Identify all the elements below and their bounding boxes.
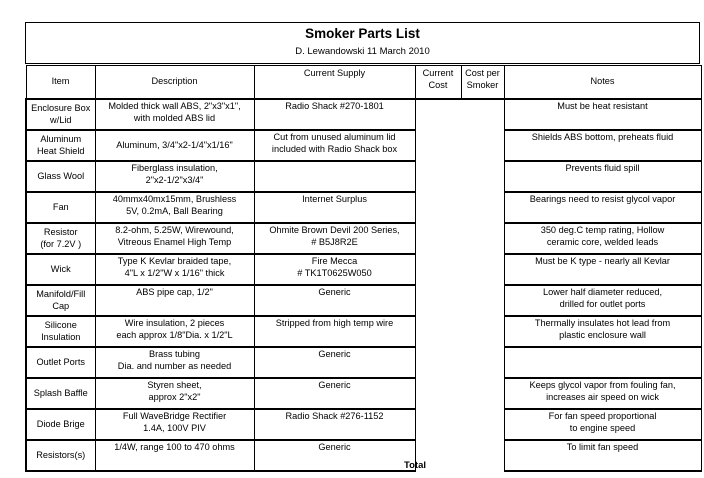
item-cell (26, 347, 95, 378)
current-cost-cell (415, 409, 461, 440)
supply-cell (254, 316, 415, 347)
table-header-row (26, 66, 701, 100)
notes-cell (504, 378, 701, 409)
item-line: Heat Shield (37, 145, 85, 156)
table-row (26, 130, 701, 161)
description-cell (95, 223, 254, 254)
cost-per-smoker-cell (461, 409, 504, 440)
supply-line: Radio Shack #270-1801 (285, 101, 384, 111)
notes-line: For fan speed proportional (548, 411, 657, 421)
description-cell (95, 161, 254, 192)
cost-per-smoker-cell (461, 99, 504, 130)
item-line: Aluminum (40, 134, 82, 144)
author-date: D. Lewandowski 11 March 2010 (295, 46, 430, 57)
cost-per-smoker-cell (461, 192, 504, 223)
current-cost-cell (415, 285, 461, 316)
supply-line: Generic (318, 380, 351, 390)
col-header-current-supply: Current Supply (254, 66, 415, 100)
notes-line: Bearings need to resist glycol vapor (529, 194, 676, 204)
item-cell (26, 161, 95, 192)
item-line: Diode Brige (36, 418, 85, 429)
item-line: (for 7.2V ) (40, 238, 82, 249)
current-cost-cell (415, 378, 461, 409)
supply-line: Generic (318, 442, 351, 452)
notes-line: To limit fan speed (566, 442, 639, 452)
notes-cell (504, 440, 701, 471)
description-line: Aluminum, 3/4"x2-1/4"x1/16" (116, 139, 233, 150)
item-line: Fan (52, 201, 69, 212)
item-cell (26, 254, 95, 285)
table-row (26, 223, 701, 254)
supply-cell (254, 99, 415, 130)
current-cost-cell (415, 347, 461, 378)
cost-per-smoker-cell (461, 378, 504, 409)
notes-cell (504, 223, 701, 254)
supply-cell (254, 223, 415, 254)
cost-per-smoker-cell (461, 223, 504, 254)
cost-per-smoker-cell (461, 316, 504, 347)
notes-cell (504, 316, 701, 347)
table-row (26, 161, 701, 192)
supply-line: Radio Shack #276-1152 (285, 411, 384, 421)
item-cell (26, 223, 95, 254)
supply-line: included with Radio Shack box (271, 143, 398, 154)
notes-line: increases air speed on wick (546, 391, 659, 402)
notes-line: ceramic core, welded leads (546, 236, 659, 247)
description-line: 2"x2-1/2"x3/4" (145, 174, 204, 185)
description-cell (95, 409, 254, 440)
table-row (26, 409, 701, 440)
cost-per-smoker-cell (461, 440, 504, 471)
item-cell (26, 316, 95, 347)
description-line: Type K Kevlar braided tape, (117, 256, 232, 266)
table-row (26, 440, 701, 471)
header-block (25, 22, 700, 64)
description-line: 4"L x 1/2"W x 1/16" thick (124, 267, 225, 278)
item-line: Wick (50, 263, 71, 274)
supply-line: Ohmite Brown Devil 200 Series, (269, 225, 400, 235)
item-cell (26, 378, 95, 409)
item-cell (26, 440, 95, 471)
description-line: Vitreous Enamel High Temp (117, 236, 232, 247)
col-header-description: Description (95, 66, 254, 100)
supply-line: Generic (318, 287, 351, 297)
notes-line: drilled for outlet ports (559, 298, 646, 309)
notes-line: Shields ABS bottom, preheats fluid (531, 132, 674, 142)
supply-line: Generic (318, 349, 351, 359)
table-row (26, 99, 701, 130)
description-line: 8.2-ohm, 5.25W, Wirewound, (115, 225, 234, 235)
supply-line: Stripped from high temp wire (275, 318, 394, 328)
item-line: Resistor (43, 227, 78, 237)
supply-line: Fire Mecca (311, 256, 358, 266)
description-cell (95, 192, 254, 223)
description-line: ABS pipe cap, 1/2" (136, 287, 213, 297)
supply-cell (254, 285, 415, 316)
item-line: Manifold/Fill (36, 289, 86, 299)
parts-list-sheet (25, 22, 700, 472)
notes-line: Must be heat resistant (557, 101, 648, 111)
description-cell (95, 316, 254, 347)
item-line: Enclosure Box (31, 103, 91, 113)
col-header-cost-per-smoker (461, 66, 504, 100)
description-line: approx 2"x2" (148, 391, 201, 402)
current-cost-cell (415, 130, 461, 161)
current-cost-cell (415, 254, 461, 285)
supply-line: # TK1T0625W050 (297, 267, 372, 278)
notes-cell (504, 285, 701, 316)
cost-per-smoker-cell (461, 130, 504, 161)
description-line: 1/4W, range 100 to 470 ohms (114, 442, 235, 452)
cost-per-smoker-cell (461, 254, 504, 285)
description-line: Molded thick wall ABS, 2"x3"x1", (108, 101, 241, 111)
description-line: with molded ABS lid (133, 112, 216, 123)
supply-cell (254, 409, 415, 440)
description-cell (95, 378, 254, 409)
page-title: Smoker Parts List (305, 26, 420, 41)
item-cell (26, 192, 95, 223)
supply-line: Cut from unused aluminum lid (273, 132, 396, 142)
description-cell (95, 130, 254, 161)
current-cost-cell (415, 192, 461, 223)
table-row (26, 316, 701, 347)
supply-cell (254, 440, 426, 471)
description-line: Fiberglass insulation, (131, 163, 218, 173)
notes-cell (504, 161, 701, 192)
item-line: Glass Wool (37, 170, 85, 181)
description-line: 5V, 0.2mA, Ball Bearing (126, 205, 223, 216)
notes-cell (504, 409, 701, 440)
notes-cell (504, 130, 701, 161)
notes-line: Lower half diameter reduced, (543, 287, 662, 297)
item-line: Insulation (41, 331, 81, 342)
col-header-cost-per-smoker-line2: Smoker (466, 79, 499, 90)
col-header-cost-per-smoker-line1: Cost per (465, 68, 500, 78)
supply-cell (254, 378, 415, 409)
col-header-current-cost-line2: Cost (428, 79, 448, 90)
supply-cell (254, 130, 415, 161)
description-line: Full WaveBridge Rectifier (122, 411, 227, 421)
notes-line: to engine speed (569, 422, 636, 433)
col-header-current-cost-line1: Current (422, 68, 454, 78)
parts-table (25, 65, 702, 472)
item-cell (26, 409, 95, 440)
item-line: w/Lid (50, 114, 72, 125)
current-cost-cell (415, 316, 461, 347)
item-cell (26, 99, 95, 130)
item-line: Silicone (44, 320, 77, 330)
col-header-current-cost (415, 66, 461, 100)
cost-per-smoker-cell (461, 285, 504, 316)
notes-cell (504, 99, 701, 130)
description-cell (95, 440, 254, 471)
description-cell (95, 285, 254, 316)
supply-line: Internet Surplus (302, 194, 367, 204)
cost-per-smoker-cell (461, 347, 504, 378)
table-row (26, 285, 701, 316)
description-line: 40mmx40mx15mm, Brushless (112, 194, 237, 204)
item-line: Outlet Ports (36, 356, 85, 367)
item-line: Splash Baffle (33, 387, 88, 398)
table-row (26, 347, 701, 378)
col-header-notes: Notes (504, 66, 701, 100)
notes-line: plastic enclosure wall (559, 329, 646, 340)
current-cost-cell (415, 99, 461, 130)
description-line: each approx 1/8"Dia. x 1/2"L (116, 329, 233, 340)
supply-cell (254, 347, 415, 378)
cost-per-smoker-cell (461, 161, 504, 192)
item-cell (26, 285, 95, 316)
supply-line: # B5J8R2E (311, 236, 358, 247)
total-label: Total (404, 460, 426, 471)
supply-cell (254, 254, 415, 285)
notes-line: Must be K type - nearly all Kevlar (535, 256, 670, 266)
supply-cell (254, 192, 415, 223)
item-line: Cap (52, 300, 70, 311)
notes-cell (504, 347, 701, 378)
description-line: Styren sheet, (147, 380, 202, 390)
current-cost-cell (415, 223, 461, 254)
supply-cell (254, 161, 415, 192)
notes-line: Thermally insulates hot lead from (534, 318, 671, 328)
table-row (26, 254, 701, 285)
description-cell (95, 347, 254, 378)
item-line: Resistors(s) (36, 449, 86, 460)
item-cell (26, 130, 95, 161)
description-cell (95, 99, 254, 130)
notes-line: Prevents fluid spill (565, 163, 640, 173)
description-cell (95, 254, 254, 285)
notes-cell (504, 254, 701, 285)
description-line: Dia. and number as needed (117, 360, 232, 371)
notes-line: Keeps glycol vapor from fouling fan, (529, 380, 676, 390)
table-row (26, 192, 701, 223)
notes-line: 350 deg.C temp rating, Hollow (540, 225, 665, 235)
table-row (26, 378, 701, 409)
description-line: Wire insulation, 2 pieces (124, 318, 225, 328)
notes-cell (504, 192, 701, 223)
description-line: Brass tubing (148, 349, 201, 359)
current-cost-cell (415, 161, 461, 192)
description-line: 1.4A, 100V PIV (143, 422, 206, 433)
col-header-item: Item (26, 66, 95, 100)
